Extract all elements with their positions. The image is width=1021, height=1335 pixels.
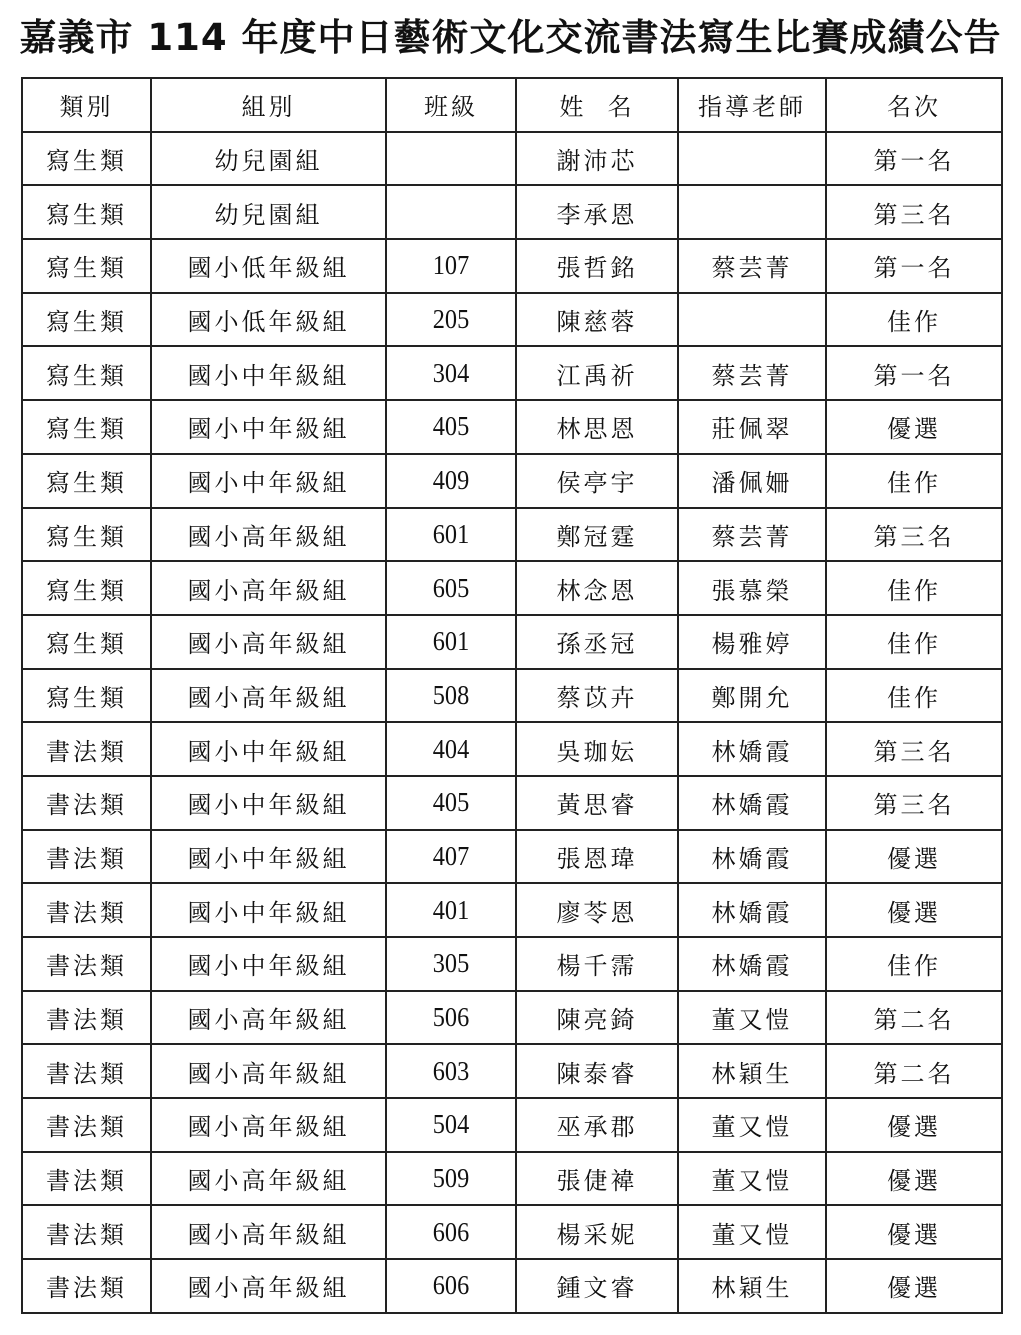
student-name-cell: 林思恩 [516, 400, 678, 454]
category-cell: 書法類 [22, 1259, 151, 1313]
class-cell: 205 [393, 293, 510, 347]
student-name-cell: 黃思睿 [516, 776, 678, 830]
rank-cell: 佳作 [826, 293, 1002, 347]
teacher-cell: 董又愷 [678, 991, 826, 1045]
results-body [22, 132, 1002, 1313]
rank-cell: 優選 [826, 1205, 1002, 1259]
rank-cell: 佳作 [826, 561, 1002, 615]
column-header-category: 類別 [22, 78, 151, 132]
student-name-cell: 孫丞冠 [516, 615, 678, 669]
class-cell: 606 [393, 1205, 510, 1259]
category-cell: 寫生類 [22, 561, 151, 615]
rank-cell: 第三名 [826, 185, 1002, 239]
group-cell: 國小低年級組 [151, 293, 386, 347]
class-cell: 404 [393, 722, 510, 776]
class-cell: 504 [393, 1098, 510, 1152]
table-row [22, 1259, 1002, 1313]
category-cell: 書法類 [22, 1205, 151, 1259]
category-cell: 書法類 [22, 1098, 151, 1152]
table-row [22, 561, 1002, 615]
rank-cell: 佳作 [826, 669, 1002, 723]
teacher-cell [678, 132, 826, 186]
class-cell: 508 [393, 669, 510, 723]
group-cell: 國小中年級組 [151, 776, 386, 830]
class-cell: 407 [393, 830, 510, 884]
group-cell: 國小中年級組 [151, 346, 386, 400]
student-name-cell: 江禹祈 [516, 346, 678, 400]
teacher-cell: 林穎生 [678, 1259, 826, 1313]
table-row [22, 1098, 1002, 1152]
column-header-class: 班級 [386, 78, 516, 132]
group-cell: 幼兒園組 [151, 132, 386, 186]
column-header-group: 組別 [151, 78, 386, 132]
rank-cell: 第一名 [826, 239, 1002, 293]
group-cell: 國小高年級組 [151, 1098, 386, 1152]
rank-cell: 優選 [826, 400, 1002, 454]
group-cell: 國小低年級組 [151, 239, 386, 293]
header-row [22, 78, 1002, 132]
class-cell: 509 [393, 1152, 510, 1206]
column-header-name: 姓 名 [516, 78, 678, 132]
teacher-cell: 林穎生 [678, 1044, 826, 1098]
group-cell: 國小中年級組 [151, 830, 386, 884]
student-name-cell: 陳亮錡 [516, 991, 678, 1045]
student-name-cell: 廖苓恩 [516, 883, 678, 937]
teacher-cell: 林嬌霞 [678, 883, 826, 937]
teacher-cell: 鄭開允 [678, 669, 826, 723]
class-cell: 606 [393, 1259, 510, 1313]
table-row [22, 937, 1002, 991]
category-cell: 書法類 [22, 1044, 151, 1098]
class-cell: 601 [393, 615, 510, 669]
table-row [22, 669, 1002, 723]
group-cell: 國小中年級組 [151, 883, 386, 937]
teacher-cell [678, 185, 826, 239]
group-cell: 國小高年級組 [151, 1044, 386, 1098]
group-cell: 國小高年級組 [151, 615, 386, 669]
category-cell: 書法類 [22, 937, 151, 991]
rank-cell: 優選 [826, 1098, 1002, 1152]
table-row [22, 883, 1002, 937]
student-name-cell: 張倢褘 [516, 1152, 678, 1206]
category-cell: 書法類 [22, 776, 151, 830]
teacher-cell: 潘佩姍 [678, 454, 826, 508]
rank-cell: 第一名 [826, 132, 1002, 186]
category-cell: 寫生類 [22, 400, 151, 454]
table-row [22, 615, 1002, 669]
teacher-cell: 林嬌霞 [678, 722, 826, 776]
table-row [22, 293, 1002, 347]
table-row [22, 1205, 1002, 1259]
teacher-cell: 張慕榮 [678, 561, 826, 615]
table-row [22, 1152, 1002, 1206]
student-name-cell: 李承恩 [516, 185, 678, 239]
class-cell: 401 [393, 883, 510, 937]
teacher-cell [678, 293, 826, 347]
student-name-cell: 巫承郡 [516, 1098, 678, 1152]
rank-cell: 佳作 [826, 615, 1002, 669]
category-cell: 書法類 [22, 991, 151, 1045]
category-cell: 寫生類 [22, 615, 151, 669]
rank-cell: 優選 [826, 883, 1002, 937]
student-name-cell: 林念恩 [516, 561, 678, 615]
rank-cell: 第一名 [826, 346, 1002, 400]
teacher-cell: 蔡芸菁 [678, 239, 826, 293]
table-row [22, 722, 1002, 776]
rank-cell: 優選 [826, 830, 1002, 884]
rank-cell: 第三名 [826, 508, 1002, 562]
group-cell: 國小中年級組 [151, 722, 386, 776]
student-name-cell: 謝沛芯 [516, 132, 678, 186]
category-cell: 寫生類 [22, 293, 151, 347]
table-row [22, 830, 1002, 884]
category-cell: 寫生類 [22, 185, 151, 239]
category-cell: 寫生類 [22, 508, 151, 562]
class-cell: 304 [393, 346, 510, 400]
category-cell: 書法類 [22, 1152, 151, 1206]
category-cell: 寫生類 [22, 346, 151, 400]
student-name-cell: 侯亭宇 [516, 454, 678, 508]
table-row [22, 400, 1002, 454]
teacher-cell: 莊佩翠 [678, 400, 826, 454]
student-name-cell: 陳慈蓉 [516, 293, 678, 347]
class-cell: 409 [393, 454, 510, 508]
rank-cell: 第二名 [826, 1044, 1002, 1098]
teacher-cell: 林嬌霞 [678, 776, 826, 830]
group-cell: 國小中年級組 [151, 400, 386, 454]
student-name-cell: 吳珈妘 [516, 722, 678, 776]
column-header-rank: 名次 [826, 78, 1002, 132]
class-cell: 405 [393, 400, 510, 454]
class-cell [393, 132, 510, 186]
table-row [22, 1044, 1002, 1098]
class-cell: 603 [393, 1044, 510, 1098]
rank-cell: 第二名 [826, 991, 1002, 1045]
teacher-cell: 楊雅婷 [678, 615, 826, 669]
student-name-cell: 鄭冠霆 [516, 508, 678, 562]
teacher-cell: 蔡芸菁 [678, 346, 826, 400]
student-name-cell: 鍾文睿 [516, 1259, 678, 1313]
group-cell: 國小高年級組 [151, 669, 386, 723]
table-row [22, 132, 1002, 186]
class-cell [393, 185, 510, 239]
table-row [22, 239, 1002, 293]
class-cell: 605 [393, 561, 510, 615]
category-cell: 書法類 [22, 883, 151, 937]
column-header-teacher: 指導老師 [678, 78, 826, 132]
category-cell: 寫生類 [22, 132, 151, 186]
table-row [22, 454, 1002, 508]
group-cell: 國小中年級組 [151, 454, 386, 508]
group-cell: 國小高年級組 [151, 991, 386, 1045]
rank-cell: 優選 [826, 1152, 1002, 1206]
teacher-cell: 林嬌霞 [678, 830, 826, 884]
rank-cell: 優選 [826, 1259, 1002, 1313]
student-name-cell: 楊千霈 [516, 937, 678, 991]
teacher-cell: 董又愷 [678, 1205, 826, 1259]
class-cell: 405 [393, 776, 510, 830]
group-cell: 國小高年級組 [151, 1259, 386, 1313]
teacher-cell: 林嬌霞 [678, 937, 826, 991]
rank-cell: 第三名 [826, 722, 1002, 776]
category-cell: 寫生類 [22, 454, 151, 508]
page-title: 嘉義市 114 年度中日藝術文化交流書法寫生比賽成績公告 [19, 16, 1002, 59]
table-row [22, 346, 1002, 400]
table-row [22, 776, 1002, 830]
group-cell: 國小中年級組 [151, 937, 386, 991]
student-name-cell: 張恩瑋 [516, 830, 678, 884]
category-cell: 書法類 [22, 722, 151, 776]
table-row [22, 185, 1002, 239]
teacher-cell: 董又愷 [678, 1152, 826, 1206]
class-cell: 506 [393, 991, 510, 1045]
rank-cell: 第三名 [826, 776, 1002, 830]
rank-cell: 佳作 [826, 454, 1002, 508]
category-cell: 書法類 [22, 830, 151, 884]
table-row [22, 991, 1002, 1045]
class-cell: 305 [393, 937, 510, 991]
group-cell: 國小高年級組 [151, 1152, 386, 1206]
rank-cell: 佳作 [826, 937, 1002, 991]
category-cell: 寫生類 [22, 239, 151, 293]
class-cell: 107 [393, 239, 510, 293]
student-name-cell: 張哲銘 [516, 239, 678, 293]
student-name-cell: 楊采妮 [516, 1205, 678, 1259]
group-cell: 國小高年級組 [151, 508, 386, 562]
group-cell: 國小高年級組 [151, 1205, 386, 1259]
class-cell: 601 [393, 508, 510, 562]
category-cell: 寫生類 [22, 669, 151, 723]
student-name-cell: 蔡苡卉 [516, 669, 678, 723]
group-cell: 國小高年級組 [151, 561, 386, 615]
teacher-cell: 董又愷 [678, 1098, 826, 1152]
teacher-cell: 蔡芸菁 [678, 508, 826, 562]
table-row [22, 508, 1002, 562]
student-name-cell: 陳泰睿 [516, 1044, 678, 1098]
group-cell: 幼兒園組 [151, 185, 386, 239]
results-table [21, 77, 1003, 1314]
